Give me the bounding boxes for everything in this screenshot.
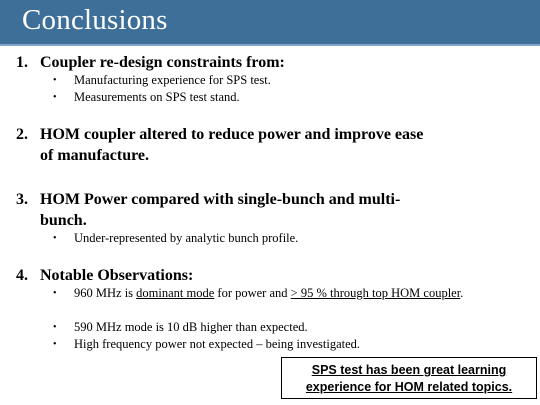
item-1-bullet-1: [53, 72, 494, 89]
item-2-heading-line-1: HOM coupler altered to reduce power and improve ease: [40, 126, 424, 143]
bullet-text: High frequency power not expected – being investigated.: [74, 337, 361, 351]
item-4-heading: [16, 265, 516, 286]
slide-title: Conclusions: [22, 4, 168, 36]
item-3-heading: [16, 189, 516, 231]
item-4-heading-text: Notable Observations:: [40, 267, 194, 284]
bullet-icon: •: [53, 322, 57, 333]
bullet-icon: •: [53, 288, 57, 299]
item-2-number: 2.: [16, 126, 28, 143]
bullet-text: Under-represented by analytic bunch profile.: [74, 231, 299, 245]
item-2-heading: [16, 124, 516, 166]
item-3-heading-line-2: bunch.: [40, 212, 87, 229]
title-bar: [0, 0, 540, 46]
bullet-text: Manufacturing experience for SPS test.: [74, 73, 271, 87]
item-2-heading-line-2: of manufacture.: [40, 147, 150, 164]
bullet-icon: •: [53, 339, 57, 350]
item-3-number: 3.: [16, 191, 28, 208]
item-4-bullet-1: [53, 285, 469, 302]
dominant-mode-text: dominant mode: [136, 286, 215, 300]
bullet-icon: •: [53, 75, 57, 86]
bullet-text: 960 MHz is dominant mode for power and > 95 % through top HOM coupler.: [74, 286, 464, 300]
item-4-bullet-3: [53, 336, 494, 353]
bullet-icon: •: [53, 233, 57, 244]
top-hom-coupler-text: > 95 % through top HOM coupler: [290, 286, 461, 300]
callout-box: [281, 357, 537, 399]
item-1-heading-text: Coupler re-design constraints from:: [40, 54, 285, 71]
bullet-text: Measurements on SPS test stand.: [74, 90, 240, 104]
item-4-bullet-2: [53, 319, 494, 336]
item-3-bullet-1: [53, 230, 494, 247]
bullet-text: 590 MHz mode is 10 dB higher than expected.: [74, 320, 308, 334]
item-4-number: 4.: [16, 267, 28, 284]
item-1-bullet-2: [53, 89, 494, 106]
item-1-number: 1.: [16, 54, 28, 71]
item-3-heading-line-1: HOM Power compared with single-bunch and multi-: [40, 191, 401, 208]
item-1-heading: [16, 52, 516, 73]
callout-line-1: SPS test has been great learning: [311, 363, 507, 377]
callout-line-2: experience for HOM related topics.: [305, 380, 513, 394]
bullet-icon: •: [53, 92, 57, 103]
